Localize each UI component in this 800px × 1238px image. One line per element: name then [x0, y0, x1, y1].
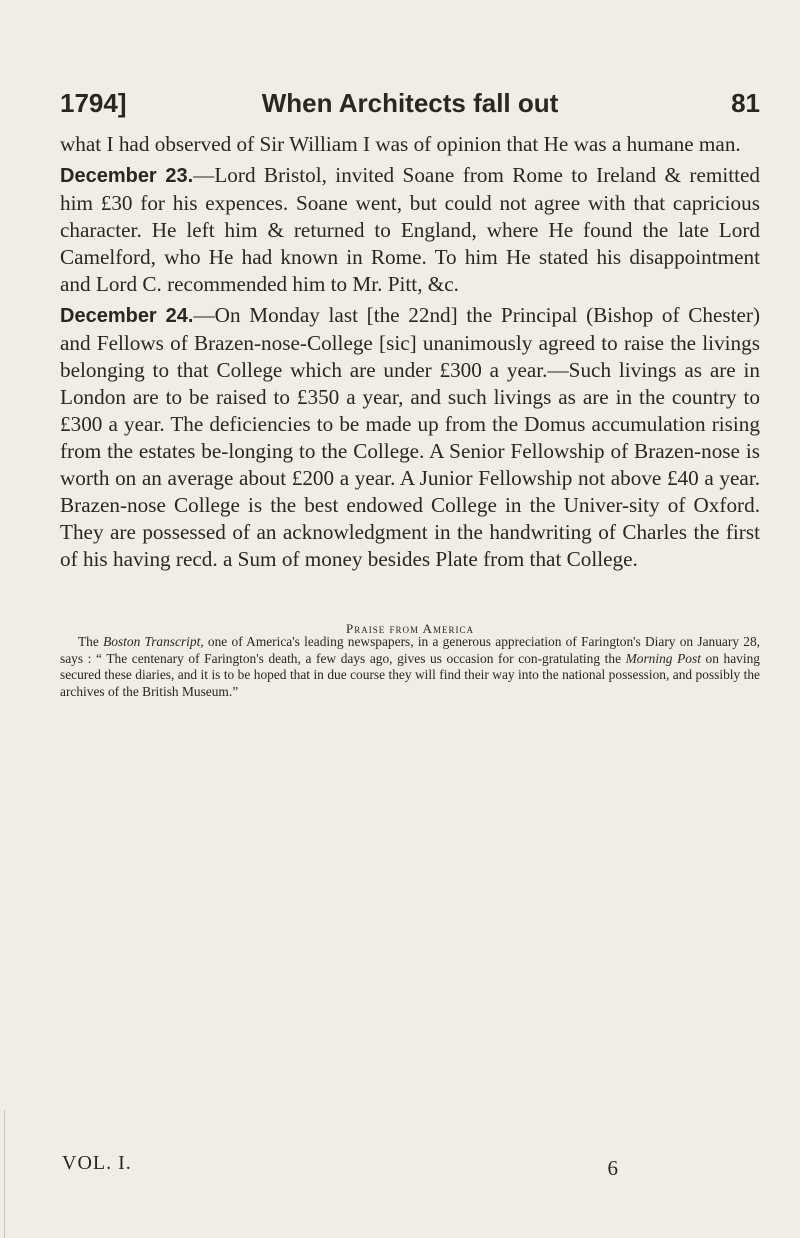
entry-date: December 23.: [60, 165, 194, 187]
note-title: Praise from America: [346, 621, 474, 636]
header-year: 1794]: [60, 88, 127, 118]
volume-signature: VOL. I.: [62, 1152, 132, 1174]
page-edge-line: [4, 1110, 5, 1238]
entry-text: —On Monday last [the 22nd] the Principal (Bishop of Chester) and Fellows of Brazen-nose-College [sic] unanimously agreed to raise the livings belonging to that College which are under £300 a year.—Such livings as are in London are to be raised to £350 a year, and such livings as are in the country to £300 a year. The deficiencies to be made up from the Domus accumulation rising from the estates be-longing to the College. A Senior Fellowship of Brazen-nose is worth on an average about £200 a year. A Junior Fellowship not above £40 a year. Brazen-nose College is the best endowed College in the Univer-sity of Oxford. They are possessed of an acknowledgment in the handwriting of Charles the first of his having recd. a Sum of money besides Plate from that College.: [60, 303, 760, 571]
note-text-1: , one of America's leading newspapers, in a generous appreciation of Farington's Diary on January 28, says : “ The centenary of Farington's death, a few days ago, gives us occasion for con-gratulating the: [60, 634, 760, 666]
paragraph-december-23: [60, 162, 760, 298]
sheet-signature: 6: [607, 1156, 618, 1180]
header-title: When Architects fall out: [261, 88, 559, 118]
body-text: [60, 131, 760, 577]
newspaper-name-2: Morning Post: [625, 650, 701, 666]
paragraph-december-24: [60, 302, 760, 573]
note-text: [60, 634, 760, 700]
entry-text: —Lord Bristol, invited Soane from Rome to Ireland & remitted him £30 for his expences. Soane went, but could not agree with that capricious character. He left him & returned to England, where He found the late Lord Camelford, who He had known in Rome. To him He stated his disappointment and Lord C. recommended him to Mr. Pitt, &c.: [60, 163, 760, 296]
header-page-number: 81: [731, 88, 760, 118]
note-text-2: on having secured these diaries, and it is to be hoped that in due course they will find their way into the national possession, and possibly the archives of the British Museum.”: [60, 650, 760, 699]
note-lead: The: [78, 634, 104, 649]
newspaper-name: Boston Transcript: [103, 634, 201, 649]
entry-date: December 24.: [60, 305, 194, 327]
paragraph-1: what I had observed of Sir William I was of opinion that He was a humane man.: [60, 132, 741, 156]
